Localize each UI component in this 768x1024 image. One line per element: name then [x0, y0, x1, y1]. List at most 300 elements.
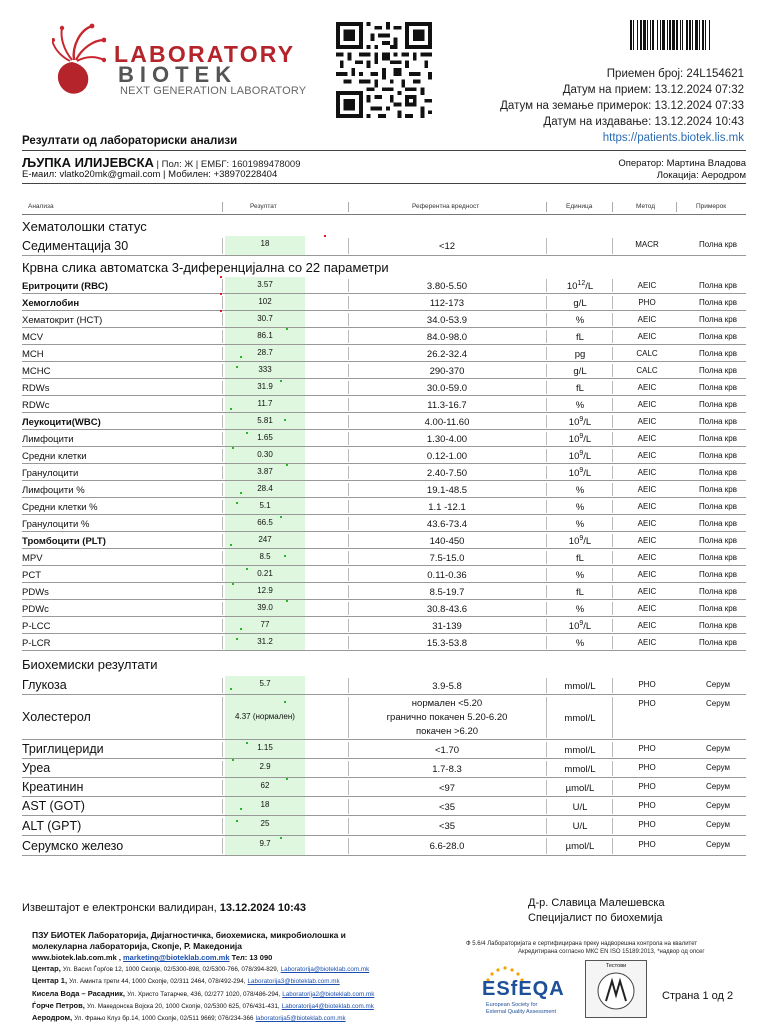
in-range-flag [246, 568, 248, 570]
analysis-name: AST (GOT) [22, 799, 85, 813]
col-separator [546, 697, 547, 738]
analysis-name: Триглицериди [22, 742, 104, 756]
unit: % [575, 314, 585, 326]
col-separator [612, 483, 613, 496]
unit: % [575, 569, 585, 581]
validation-datetime: 13.12.2024 10:43 [219, 902, 306, 914]
unit [548, 620, 612, 632]
divider [22, 150, 746, 151]
result-value: 3.57 [257, 280, 273, 289]
analysis-name: Еритроцити (RBC) [22, 280, 108, 292]
result-value: 18 [260, 800, 270, 809]
unit-tail: /L [583, 433, 592, 445]
unit-base: 10 [568, 467, 580, 479]
method: PHO [638, 820, 656, 829]
validation-line [22, 902, 306, 914]
col-separator [348, 697, 349, 738]
analysis-name: Холестерол [22, 710, 91, 724]
table-row [0, 294, 768, 311]
col-separator [222, 398, 223, 411]
col-separator [612, 296, 613, 309]
sample-type: Полна крв [699, 240, 737, 249]
unit [548, 535, 612, 547]
section-title: Хематолошки статус [22, 219, 147, 234]
col-separator [348, 330, 349, 343]
col-separator [612, 415, 613, 428]
table-row [0, 430, 768, 447]
sample-type: Полна крв [699, 366, 737, 375]
unit [548, 433, 612, 445]
result-value: 102 [258, 297, 272, 306]
col-separator [222, 483, 223, 496]
branch-email-link[interactable]: Laboratorija4@bioteklab.com.mk [281, 1002, 374, 1010]
org-name-line2: молекуларна лабораторија, Скопје, Р. Македонија [32, 941, 243, 951]
branch-email-link[interactable]: laboratorija5@bioteklab.com.mk [255, 1015, 346, 1023]
col-separator [612, 466, 613, 479]
reference-range: 26.2-32.4 [426, 348, 468, 360]
col-separator [222, 279, 223, 292]
unit: mmol/L [564, 744, 596, 756]
col-unit: Единица [566, 203, 593, 210]
unit-base: 10 [568, 416, 580, 428]
unit: % [575, 518, 585, 530]
method: AEIC [637, 553, 657, 562]
in-range-flag [284, 419, 286, 421]
col-separator [348, 381, 349, 394]
in-range-flag [230, 544, 232, 546]
reference-range: <97 [438, 782, 456, 794]
analysis-name: Средни клетки [22, 450, 87, 462]
unit-tail: /L [583, 467, 592, 479]
result-value: 11.7 [257, 399, 273, 408]
divider [22, 183, 746, 184]
branch-line [32, 963, 442, 975]
col-separator [222, 602, 223, 615]
col-separator [348, 838, 349, 854]
reference-range: 0.11-0.36 [427, 569, 467, 581]
col-reference: Референтна вредност [412, 203, 480, 210]
esfeqa-sub1: European Society for [486, 1002, 538, 1008]
unit [548, 416, 612, 428]
col-separator [612, 279, 613, 292]
unit [548, 450, 612, 462]
sample-type: Полна крв [699, 332, 737, 341]
patients-portal-link[interactable]: https://patients.biotek.lis.mk [602, 132, 744, 144]
method: PHO [638, 763, 656, 772]
sample-type: Полна крв [699, 400, 737, 409]
reference-range: 19.1-48.5 [426, 484, 468, 496]
unit: % [575, 603, 585, 615]
col-separator [222, 568, 223, 581]
sample-type: Полна крв [699, 281, 737, 290]
col-separator [348, 780, 349, 795]
reference-range: 6.6-28.0 [429, 841, 465, 852]
col-separator [612, 568, 613, 581]
table-row [0, 740, 768, 759]
col-separator [612, 636, 613, 649]
method: AEIC [637, 468, 657, 477]
sample-type: Полна крв [699, 451, 737, 460]
table-row [0, 676, 768, 695]
col-separator [546, 415, 547, 428]
unit-tail: /L [585, 280, 594, 292]
in-range-flag [240, 492, 242, 494]
col-separator [222, 364, 223, 377]
in-range-flag [232, 447, 234, 449]
analysis-name: Гранулоцити % [22, 518, 90, 530]
result-value: 247 [258, 535, 272, 544]
sample-type: Полна крв [699, 434, 737, 443]
logo-tagline: NEXT GENERATION LABORATORY [120, 85, 307, 97]
col-separator [612, 742, 613, 757]
col-separator [348, 483, 349, 496]
reference-range: 3.9-5.8 [432, 680, 462, 692]
col-separator [612, 202, 613, 212]
table-row [0, 311, 768, 328]
col-separator [348, 364, 349, 377]
out-of-range-flag [220, 293, 222, 295]
table-row [0, 447, 768, 464]
result-value: 28.7 [257, 348, 273, 357]
section-title: Биохемиски резултати [22, 657, 158, 672]
reference-range: <35 [438, 801, 456, 813]
patient-contact: Е-маил: vlatko20mk@gmail.com | Мобилен: +38970228404 [22, 169, 278, 180]
result-value: 5.1 [259, 501, 271, 510]
in-range-flag [284, 555, 286, 557]
in-range-flag [230, 688, 232, 690]
sample-type: Полна крв [699, 621, 737, 630]
table-row [0, 778, 768, 797]
result-value: 0.30 [257, 450, 273, 459]
table-row [0, 379, 768, 396]
in-range-flag [246, 742, 248, 744]
result-value: 30.7 [257, 314, 273, 323]
col-separator [612, 799, 613, 814]
col-separator [222, 449, 223, 462]
divider [22, 214, 746, 215]
analysis-name: PCT [22, 569, 41, 581]
unit [548, 280, 612, 292]
method: AEIC [637, 587, 657, 596]
col-separator [546, 466, 547, 479]
method: AEIC [637, 434, 657, 443]
result-value: 333 [258, 365, 272, 374]
branch-name: Центар, [32, 964, 61, 974]
col-separator [348, 761, 349, 776]
footer-contacts [32, 930, 442, 1024]
branch-email-link[interactable]: Laboratorija@bioteklab.com.mk [280, 966, 370, 974]
table-row [0, 328, 768, 345]
signer-title: Специјалист по биохемија [528, 912, 663, 924]
operator-name: Оператор: Мартина Владова [618, 158, 746, 169]
operator-info [618, 158, 746, 182]
unit: fL [576, 382, 584, 394]
result-value: 77 [260, 620, 270, 629]
seal-emblem-icon [586, 969, 646, 1015]
col-separator [546, 619, 547, 632]
unit-exponent: 12 [577, 279, 586, 287]
analysis-name: PDWc [22, 603, 49, 615]
method: PHO [638, 744, 656, 753]
table-row [0, 566, 768, 583]
col-separator [546, 761, 547, 776]
patient-meta: | Пол: Ж | ЕМБГ: 1601989478009 [153, 159, 301, 170]
col-separator [222, 415, 223, 428]
unit [548, 467, 612, 479]
method: AEIC [637, 536, 657, 545]
sample-type: Полна крв [699, 536, 737, 545]
method: AEIC [637, 383, 657, 392]
sample-type: Серум [706, 680, 730, 689]
result-value: 1.15 [257, 743, 273, 752]
table-row [0, 634, 768, 651]
col-separator [546, 780, 547, 795]
col-separator [222, 202, 223, 212]
table-row [0, 362, 768, 379]
analysis-name: Тромбоцити (PLT) [22, 535, 106, 547]
col-separator [612, 449, 613, 462]
col-separator [348, 568, 349, 581]
col-separator [612, 534, 613, 547]
in-range-flag [246, 432, 248, 434]
method: AEIC [637, 638, 657, 647]
col-separator [546, 364, 547, 377]
method: AEIC [637, 621, 657, 630]
col-separator [348, 619, 349, 632]
method: PHO [638, 782, 656, 791]
table-row [0, 236, 768, 256]
unit-exponent: 9 [579, 619, 584, 627]
accreditation-line1: Ф 5.6/4 Лабораторијата е сертифицирана преку надворешна контрола на квалитет [466, 941, 698, 947]
unit: g/L [573, 365, 587, 377]
analysis-name: Лимфоцити % [22, 484, 85, 496]
col-separator [222, 697, 223, 738]
logo-mark-icon [52, 22, 106, 98]
col-separator [612, 551, 613, 564]
col-separator [546, 296, 547, 309]
sample-type: Полна крв [699, 485, 737, 494]
unit: U/L [572, 821, 588, 832]
col-separator [348, 296, 349, 309]
method: PHO [638, 680, 656, 689]
method: AEIC [637, 417, 657, 426]
col-separator [348, 347, 349, 360]
analysis-name: Серумско железо [22, 838, 124, 853]
unit: fL [576, 586, 584, 598]
method: MACR [635, 240, 659, 249]
col-separator [348, 585, 349, 598]
sample-type: Серум [706, 744, 730, 753]
table-row [0, 759, 768, 778]
col-separator [546, 330, 547, 343]
col-separator [546, 568, 547, 581]
analysis-name: Глукоза [22, 678, 67, 692]
unit: % [575, 501, 585, 513]
reference-range: 112-173 [429, 297, 465, 309]
in-range-flag [286, 600, 288, 602]
unit: µmol/L [565, 782, 595, 794]
col-separator [546, 636, 547, 649]
col-separator [222, 551, 223, 564]
unit-exponent: 9 [579, 432, 584, 440]
col-separator [546, 500, 547, 513]
reference-range: 11.3-16.7 [427, 399, 467, 411]
sampled-date: Датум на земање примерок: 13.12.2024 07:33 [500, 100, 744, 112]
validation-text: Извештајот е електронски валидиран, [22, 902, 220, 914]
result-value: 28.4 [257, 484, 273, 493]
col-separator [348, 432, 349, 445]
unit: fL [576, 331, 584, 343]
barcode-icon [630, 20, 748, 50]
in-range-flag [240, 356, 242, 358]
col-separator [546, 602, 547, 615]
analysis-name: RDWc [22, 399, 50, 411]
result-value: 1.65 [257, 433, 273, 442]
unit: g/L [573, 297, 587, 309]
analysis-name: Хематокрит (HCT) [22, 314, 103, 326]
result-value: 31.2 [257, 637, 273, 646]
col-separator [222, 296, 223, 309]
result-value: 5.81 [257, 416, 273, 425]
col-separator [546, 483, 547, 496]
reference-range: <1.70 [434, 744, 460, 756]
analysis-name: RDWs [22, 382, 50, 394]
sample-type: Серум [706, 820, 730, 829]
analysis-name: MCH [22, 348, 44, 360]
col-separator [546, 279, 547, 292]
col-separator [546, 678, 547, 693]
col-separator [546, 585, 547, 598]
method: AEIC [637, 451, 657, 460]
table-row [0, 583, 768, 600]
sample-type: Полна крв [699, 349, 737, 358]
reference-range: <35 [438, 821, 456, 832]
method: AEIC [637, 604, 657, 613]
branch-address: Ул. Васил Ѓорѓов 12, 1000 Скопје, 02/5300-898, 02/5300-766, 078/394-829, [62, 966, 279, 974]
col-separator [612, 697, 613, 738]
col-separator [348, 551, 349, 564]
reference-range: 15.3-53.8 [426, 637, 468, 649]
reference-range: 34.0-53.9 [426, 314, 468, 326]
received-date: Датум на прием: 13.12.2024 07:32 [562, 84, 744, 96]
analysis-name: Креатинин [22, 780, 84, 794]
method: PHO [638, 840, 656, 849]
table-row [0, 464, 768, 481]
method: AEIC [637, 315, 657, 324]
col-separator [348, 678, 349, 693]
qr-code-icon [336, 22, 432, 118]
reference-range: 2.40-7.50 [426, 467, 468, 479]
method: AEIC [637, 332, 657, 341]
sample-type: Полна крв [699, 502, 737, 511]
table-row [0, 617, 768, 634]
reference-range: 1.1 -12.1 [428, 501, 466, 513]
org-name-line1: ПЗУ БИОТЕК Лабораторија, Дијагностичка, биохемиска, микробиолошка и [32, 930, 346, 940]
result-value: 2.9 [259, 762, 271, 771]
method: AEIC [637, 570, 657, 579]
row-divider [22, 650, 746, 651]
in-range-flag [236, 366, 238, 368]
col-separator [612, 780, 613, 795]
esfeqa-logo [474, 962, 570, 1018]
unit-exponent: 9 [579, 466, 584, 474]
analysis-name: Седиментација 30 [22, 238, 129, 253]
in-range-flag [240, 628, 242, 630]
col-separator [348, 500, 349, 513]
col-separator [546, 238, 547, 254]
marketing-email-link[interactable]: marketing@bioteklab.com.mk [123, 953, 230, 962]
col-separator [546, 838, 547, 854]
col-separator [348, 202, 349, 212]
analysis-name: Гранулоцити [22, 467, 79, 479]
branch-email-link[interactable]: Laboratorija3@bioteklab.com.mk [247, 978, 340, 986]
location-name: Локација: Аеродром [656, 170, 746, 181]
result-value: 12.9 [257, 586, 273, 595]
col-separator [348, 534, 349, 547]
sample-type: Полна крв [699, 553, 737, 562]
reference-range: 84.0-98.0 [426, 331, 468, 343]
unit: µmol/L [565, 841, 595, 852]
col-separator [222, 534, 223, 547]
col-separator [348, 466, 349, 479]
col-separator [546, 818, 547, 834]
analysis-name: PDWs [22, 586, 49, 598]
result-value: 39.0 [257, 603, 273, 612]
unit-base: 10 [568, 433, 580, 445]
analysis-name: ALT (GPT) [22, 818, 82, 833]
request-info [500, 66, 744, 146]
col-separator [348, 398, 349, 411]
col-separator [222, 313, 223, 326]
unit: mmol/L [564, 763, 596, 775]
reference-range: 4.00-11.60 [424, 416, 470, 428]
sample-type: Полна крв [699, 604, 737, 613]
col-separator [222, 818, 223, 834]
col-separator [612, 398, 613, 411]
col-separator [612, 602, 613, 615]
branch-name: Аеродром, [32, 1013, 73, 1023]
branch-email-link[interactable]: Laboratorija2@bioteklab.com.mk [282, 990, 375, 998]
reference-range: 0.12-1.00 [426, 450, 468, 462]
unit-tail: /L [583, 535, 592, 547]
result-value: 25 [260, 819, 270, 828]
website-link[interactable]: www.biotek.lab.com.mk [32, 953, 117, 962]
col-separator [348, 238, 349, 254]
sample-type: Полна крв [699, 638, 737, 647]
reference-range: 30.0-59.0 [426, 382, 468, 394]
in-range-flag [280, 516, 282, 518]
table-row [0, 396, 768, 413]
table-row [0, 836, 768, 856]
result-value: 66.5 [257, 518, 273, 527]
unit: % [575, 484, 585, 496]
col-separator [612, 619, 613, 632]
col-method: Метод [636, 203, 656, 210]
table-row [0, 797, 768, 816]
col-analysis: Анализа [28, 203, 54, 210]
analysis-name: MCV [22, 331, 44, 343]
reference-range: 1.30-4.00 [426, 433, 468, 445]
col-sample: Примерок [696, 203, 727, 210]
method: CALC [636, 366, 658, 375]
col-separator [348, 742, 349, 757]
col-separator [222, 238, 223, 254]
analysis-name: Хемоглобин [22, 297, 80, 309]
unit: % [575, 637, 585, 649]
col-separator [612, 517, 613, 530]
in-range-flag [284, 701, 286, 703]
in-range-flag [280, 837, 282, 839]
